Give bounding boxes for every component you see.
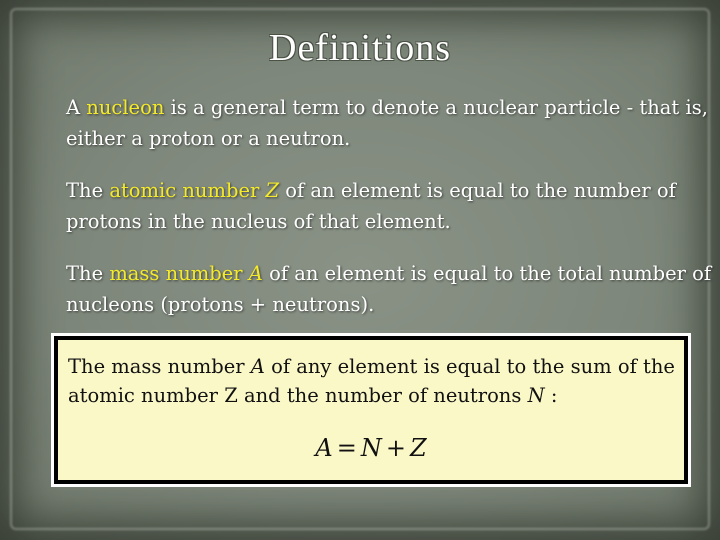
formula-box-text: [68, 352, 682, 410]
formula-box-symbol-a: A: [250, 355, 265, 378]
mass-number-definition-pre: The: [66, 262, 110, 285]
mass-number-term: mass number: [109, 262, 249, 285]
mass-number-symbol: A: [248, 262, 263, 285]
nucleon-definition: [66, 92, 712, 154]
formula-box-text-end: :: [544, 384, 558, 407]
atomic-number-term: atomic number: [109, 179, 266, 202]
atomic-number-definition-post: of an element is equal to the number of protons in the nucleus of that element.: [66, 179, 676, 233]
formula-box-symbol-n: N: [527, 384, 545, 407]
atomic-number-definition: [66, 175, 712, 237]
mass-number-definition-post: of an element is equal to the total number of nucleons (protons + neutrons).: [66, 262, 712, 316]
mass-number-formula-box: [54, 336, 688, 484]
slide-title: Definitions: [269, 27, 451, 69]
nucleon-definition-post: is a general term to denote a nuclear particle - that is, either a proton or a neutron.: [66, 96, 708, 150]
formula-box-text-pre: The mass number: [68, 355, 251, 378]
atomic-number-definition-pre: The: [66, 179, 110, 202]
nucleon-definition-pre: A: [66, 96, 87, 119]
equation-term-n: N: [360, 434, 382, 462]
atomic-number-symbol: Z: [265, 179, 280, 202]
equation-term-z: Z: [409, 434, 427, 462]
nucleon-term: nucleon: [86, 96, 165, 119]
mass-number-equation: [58, 434, 684, 462]
equation-lhs-a: A: [315, 434, 333, 462]
formula-box-text-mid: of any element is equal to the sum of the atomic number Z and the number of neutrons: [68, 355, 675, 407]
mass-number-definition: [66, 258, 712, 320]
equation-plus-sign: +: [385, 434, 406, 462]
equation-equals-sign: =: [336, 434, 357, 462]
